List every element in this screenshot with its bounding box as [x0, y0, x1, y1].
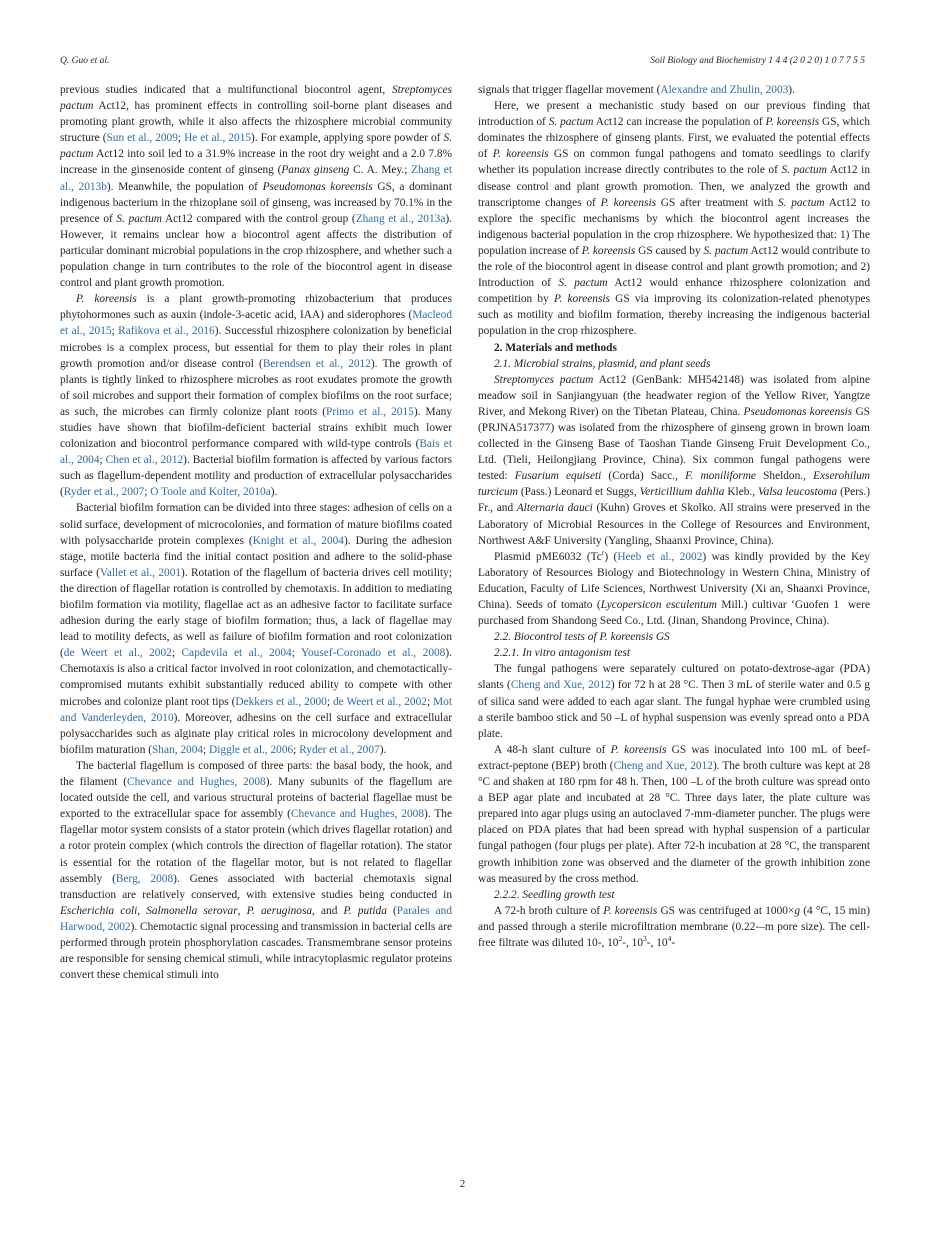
paragraph: The fungal pathogens were separately cultured on potato-dextrose-agar (PDA) slants (Cheng and Xue, 2012) for 72 h at 28 °C. Then 3 mL of sterile water and 0.5 g of silica sand were added to each agar slant. The fungal hyphae were crumbled using a sterile bamboo stick and 50 –L of hyphal suspension was evenly spread onto a PDA plate.: [478, 663, 870, 740]
citation-link[interactable]: Chevance and Hughes, 2008: [127, 776, 266, 789]
paragraph: previous studies indicated that a multifunctional biocontrol agent, Streptomyces pactum Act12, has prominent effects in controlling soil-borne plant diseases and promoting plant growth, while it also affects the rhizosphere microbial community structure (Sun et al., 2009; He et al., 2015). For example, applying spore powder of S. pactum Act12 into soil led to a 31.9% increase in the root dry weight and a 2.0 7.8% increase in the ginsenoside content of ginseng (Panax ginseng C. A. Mey.; Zhang et al., 2013b). Meanwhile, the population of Pseudomonas koreensis GS, a dominant indigenous bacterium in the rhizoplane soil of ginseng, was increased by 70.1% in the presence of S. pactum Act12 compared with the control group (Zhang et al., 2013a). However, it remains unclear how a biocontrol agent affects the distribution of particular dominant microbial populations in the crop rhizosphere, and whether such a population change in turn contributes to the role of the biocontrol agent in disease control and plant growth promotion.: [60, 84, 452, 290]
citation-link[interactable]: de Weert et al., 2002: [63, 647, 172, 660]
citation-link[interactable]: Heeb et al., 2002: [617, 550, 703, 563]
right-column: [478, 82, 870, 951]
citation-link[interactable]: Yousef-Coronado et al., 2008: [300, 647, 446, 660]
citation-link[interactable]: O Toole and Kolter, 2010a: [150, 486, 271, 499]
citation-link[interactable]: Ryder et al., 2007: [63, 486, 145, 499]
paragraph: Here, we present a mechanistic study based on our previous finding that introduction of S. pactum Act12 can increase the population of P. koreensis GS, which dominates the rhizosphere of ginseng plants. First, we evaluated the potential effects of P. koreensis GS on common fungal pathogens and tomato seedlings to clarify whether its population increase directly contributes to the role of S. pactum Act12 in disease control and plant growth promotion. Then, we analyzed the growth and transcriptome changes of P. koreensis GS after treatment with S. pactum Act12 to explore the specific mechanisms by which the biocontrol agent increases the indigenous bacterial population in the crop rhizosphere. We hypothesized that: 1) The population increase of P. koreensis GS caused by S. pactum Act12 would contribute to the role of the biocontrol agent in disease control and plant growth promotion; and 2) Introduction of S. pactum Act12 would enhance rhizosphere colonization and competition by P. koreensis GS via improving its colonization-related phenotypes such as motility and biofilm formation, thereby increasing the indigenous bacterial population in the crop rhizosphere.: [478, 100, 871, 338]
section-heading: 2. Materials and methods: [494, 341, 617, 354]
citation-link[interactable]: Capdevila et al., 2004: [181, 647, 292, 660]
subsection-heading: 2.1. Microbial strains, plasmid, and plant seeds: [494, 357, 711, 370]
paragraph: Bacterial biofilm formation can be divided into three stages: adhesion of cells on a solid surface, development of microcolonies, and formation of mature biofilms coated with polysaccharide protein complexes (Knight et al., 2004). During the adhesion stage, motile bacteria find the initial contact position and adhere to the solid-phase surface (Vallet et al., 2001). Rotation of the flagellum of bacteria drives cell motility; the direction of flagellar rotation is controlled by chemotaxis. In addition to mediating biofilm formation via motility, flagellae act as an adhesive factor to facilitate surface adhesion during the early stage of biofilm formation; thus, a lack of flagellae may lead to motility defects, as well as failure of biofilm formation and root colonization (de Weert et al., 2002; Capdevila et al., 2004; Yousef-Coronado et al., 2008). Chemotaxis is also a critical factor involved in root colonization, and chemotactically- compromised mutants exhibit substantially reduced ability to compete with other microbes and colonize plant root tips (Dekkers et al., 2000; de Weert et al., 2002; Mot and Vanderleyden, 2010). Moreover, adhesins on the cell surface and extracellular polysaccharides such as alginate play critical roles in microcolony development and biofilm maturation (Shan, 2004; Diggle et al., 2006; Ryder et al., 2007).: [60, 502, 453, 756]
citation-link[interactable]: Vallet et al., 2001: [99, 566, 182, 579]
citation-link[interactable]: Knight et al., 2004: [252, 534, 344, 547]
subsubsection-heading: 2.2.1. In vitro antagonism test: [494, 647, 631, 660]
header-authors: Q. Guo et al.: [60, 56, 110, 66]
citation-link[interactable]: Zhang et al., 2013a: [355, 212, 446, 225]
citation-link[interactable]: Shan, 2004: [152, 743, 204, 756]
citation-link[interactable]: Cheng and Xue, 2012: [510, 679, 611, 692]
citation-link[interactable]: Diggle et al., 2006: [209, 743, 294, 756]
paragraph: signals that trigger flagellar movement (Alexandre and Zhulin, 2003).: [478, 84, 795, 96]
citation-link[interactable]: Bais et al., 2004: [60, 438, 452, 467]
header-journal: Soil Biology and Biochemistry 1 4 4 (2 0 2 0) 1 0 7 7 5 5: [650, 56, 865, 66]
citation-link[interactable]: Macleod et al., 2015: [60, 309, 452, 338]
citation-link[interactable]: Primo et al., 2015: [326, 405, 414, 418]
page-number: 2: [459, 1178, 466, 1190]
citation-link[interactable]: Parales and Harwood, 2002: [60, 904, 453, 933]
paragraph: A 72-h broth culture of P. koreensis GS was centrifuged at 1000×g (4 °C, 15 min) and passed through a sterile microfiltration membrane (0.22-–m pore size). The cell-free filtrate was diluted 10-, $10^2-$, $10^3-$, $10^4-$: [478, 904, 870, 949]
citation-link[interactable]: Ryder et al., 2007: [299, 743, 380, 756]
running-header: [60, 56, 865, 70]
citation-link[interactable]: Sun et al., 2009: [106, 132, 178, 145]
subsubsection-heading: 2.2.2. Seedling growth test: [494, 888, 615, 901]
citation-link[interactable]: Dekkers et al., 2000: [235, 695, 327, 708]
paragraph: Streptomyces pactum Act12 (GenBank: MH542148) was isolated from alpine meadow soil in Sanjiangyuan (the headwater region of the Yellow River, Yangtze River, and Mekong River) on the Tibetan Plateau, China. Pseudomonas koreensis GS (PRJNA517377) was isolated from the rhizosphere of ginseng grown in brown loam collected in the Ginseng Base of Taoshan Tiande Ginseng Fruit Development Co., Ltd. (Tieli, Heilongjiang Province, China). Six common fungal pathogens were tested: Fusarium equiseti (Corda) Sacc., F. moniliforme Sheldon., Exserohilum turcicum (Pass.) Leonard et Suggs, Verticillium dahlia Kleb., Valsa leucostoma (Pers.) Fr., and Alternaria dauci (Kuhn) Groves et Skolko. All strains were preserved in the Laboratory of Microbial Resources in the College of Resources and Environment, Northwest A&F University (Yangling, Shaanxi Province, China).: [478, 373, 871, 547]
citation-link[interactable]: Chevance and Hughes, 2008: [290, 808, 425, 821]
paragraph: Plasmid pME6032 (Tc$^r$) (Heeb et al., 2002) was kindly provided by the Key Laboratory of Resources Biology and Biotechnology in Western China, Ministry of Education, Faculty of Life Sciences, Northwest University (Xi an, Shaanxi Province, China). Seeds of tomato (Lycopersicon esculentum Mill.) cultivar ‘Guofen 1 were purchased from Shandong Seed Co., Ltd. (Jinan, Shandong Province, China).: [478, 547, 870, 628]
citation-link[interactable]: de Weert et al., 2002: [332, 695, 427, 708]
citation-link[interactable]: Zhang et al., 2013b: [60, 164, 452, 193]
citation-link[interactable]: Alexandre and Zhulin, 2003: [660, 84, 789, 96]
citation-link[interactable]: Rafikova et al., 2016: [118, 325, 215, 338]
paragraph: A 48-h slant culture of P. koreensis GS was inoculated into 100 mL of beef-extract-peptone (BEP) broth (Cheng and Xue, 2012). The broth culture was kept at 28 °C and shaken at 180 rpm for 48 h. Then, 100 –L of the broth culture was spread onto a BEP agar plate and incubated at 28 °C. Three days later, the plate culture was prepared into agar plugs using an autoclaved 7-mm-diameter puncher. The plugs were placed on PDA plates that had been spread with hyphal suspension of a particular fungal pathogen (four plugs per plate). After 72-h incubation at 28 °C, the transparent growth inhibition zone was observed and the diameter of the growth inhibition zone was measured by the cross method.: [478, 743, 870, 885]
citation-link[interactable]: Berendsen et al., 2012: [262, 357, 371, 370]
paragraph: The bacterial flagellum is composed of three parts: the basal body, the hook, and the filament (Chevance and Hughes, 2008). Many subunits of the flagellum are located outside the cell, and various structural proteins of bacterial flagellae must be exported to the extracellular space for assembly (Chevance and Hughes, 2008). The flagellar motor system consists of a stator protein (which drives flagellar rotation) and a rotor protein complex (which controls the direction of flagellar rotation). The stator is essential for the rotation of the flagellar motor, but is not related to flagellar assembly (Berg, 2008). Genes associated with bacterial chemotaxis signal transduction are relatively conserved, with extensive studies being conducted in Escherichia coli, Salmonella serovar, P. aeruginosa, and P. putida (Parales and Harwood, 2002). Chemotactic signal processing and transmission in bacterial cells are performed through protein phosphorylation cascades. Transmembrane sensor proteins are responsible for sensing chemical stimuli, while intracytoplasmic regulator proteins convert these chemical stimuli into: [60, 759, 453, 982]
subsection-heading: 2.2. Biocontrol tests of P. koreensis GS: [494, 631, 670, 644]
citation-link[interactable]: Cheng and Xue, 2012: [613, 759, 713, 772]
left-column: [60, 82, 452, 983]
citation-link[interactable]: Chen et al., 2012: [105, 454, 184, 467]
paragraph: P. koreensis is a plant growth-promoting rhizobacterium that produces phytohormones such as auxin (indole-3-acetic acid, IAA) and siderophores (Macleod et al., 2015; Rafikova et al., 2016). Successful rhizosphere colonization by beneficial microbes is a complex process, but essential for them to play their roles in plant growth promotion and/or disease control (Berendsen et al., 2012). The growth of plants is tightly linked to rhizosphere microbes as root exudates promote the growth of soil microbes and support their formation of complex biofilms on the root surface; as such, the microbes can firmly colonize plant roots (Primo et al., 2015). Many studies have shown that biofilm-deficient bacterial strains exhibit much lower colonization and biocontrol performance compared with wild-type controls (Bais et al., 2004; Chen et al., 2012). Bacterial biofilm formation is affected by various factors such as flagellum-dependent motility and production of extracellular polysaccharides (Ryder et al., 2007; O Toole and Kolter, 2010a).: [60, 293, 452, 499]
citation-link[interactable]: Mot and Vanderleyden, 2010: [60, 695, 452, 724]
citation-link[interactable]: Berg, 2008: [115, 872, 174, 885]
citation-link[interactable]: He et al., 2015: [184, 132, 252, 145]
